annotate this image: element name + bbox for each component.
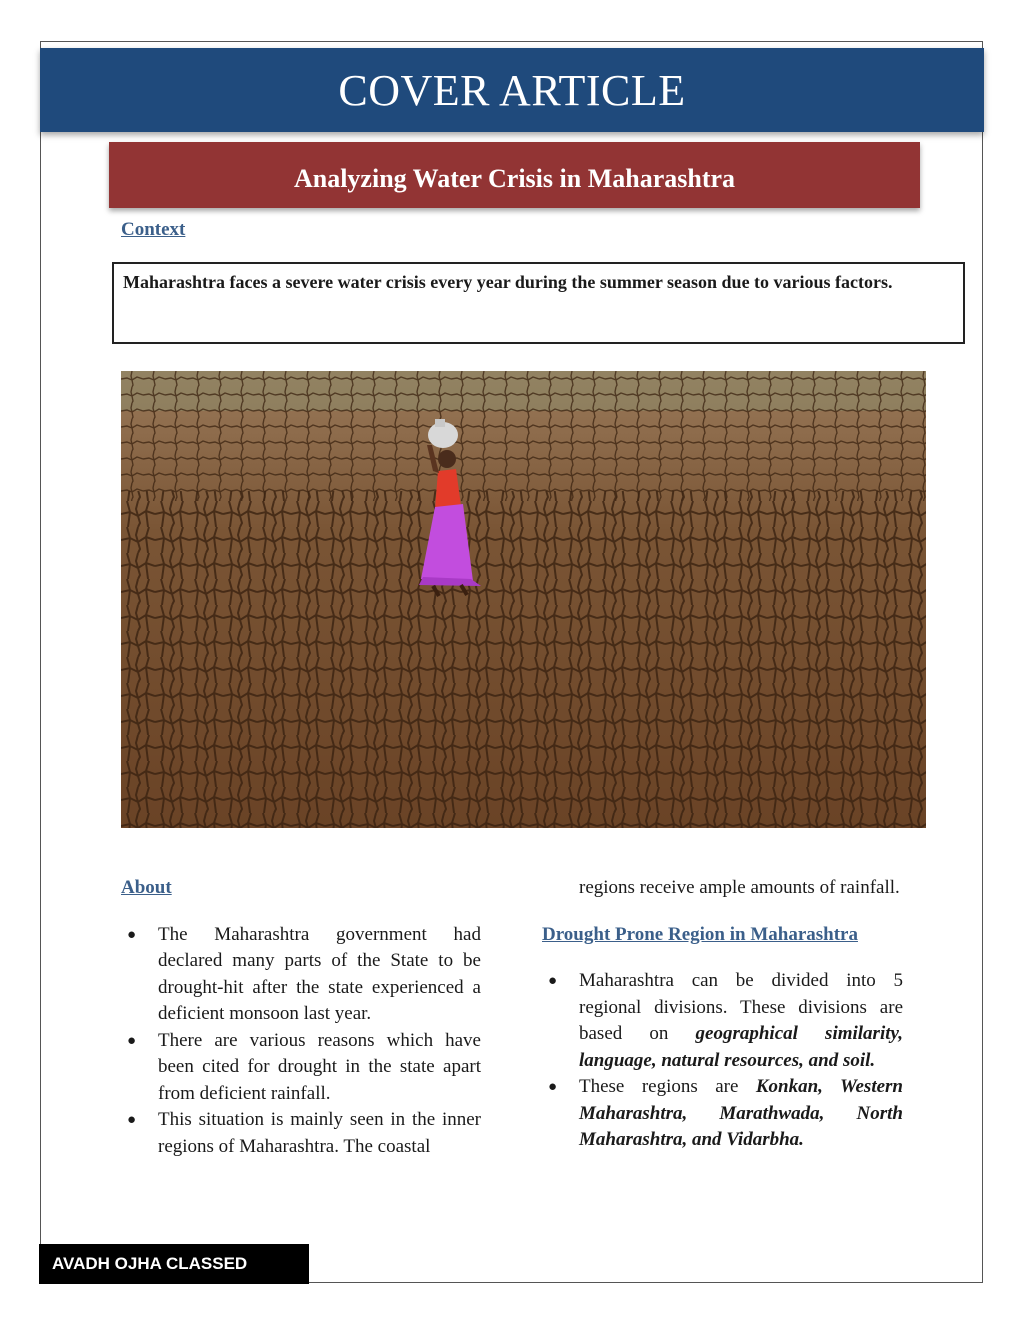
context-text: Maharashtra faces a severe water crisis every year during the summer season due to various factors. xyxy=(123,272,893,292)
about-column xyxy=(121,875,481,1160)
list-item: ● These regions are Konkan, Western Maharashtra, Marathwada, North Maharashtra, and Vidarbha. xyxy=(548,1076,903,1150)
list-item: ● This situation is mainly seen in the inner regions of Maharashtra. The coastal xyxy=(127,1109,481,1157)
drought-list xyxy=(542,968,903,1154)
cover-banner xyxy=(40,48,984,132)
bullet-dot-icon: ● xyxy=(127,1112,137,1128)
bullet-dot-icon: ● xyxy=(548,973,558,989)
about-heading: About xyxy=(121,877,172,898)
context-heading: Context xyxy=(121,219,186,240)
footer-label xyxy=(39,1244,309,1284)
article-title-bar xyxy=(109,142,920,208)
footer-text: AVADH OJHA CLASSED xyxy=(52,1254,248,1273)
list-item: ● Maharashtra can be divided into 5 regional divisions. These divisions are based on geographical similarity, language, natural resources, and soil. xyxy=(548,970,903,1071)
article-title: Analyzing Water Crisis in Maharashtra xyxy=(293,164,736,193)
about-list xyxy=(121,922,481,1161)
drought-heading: Drought Prone Region in Maharashtra xyxy=(542,923,858,945)
context-box xyxy=(112,262,965,344)
drought-photo xyxy=(121,371,926,828)
drought-column xyxy=(542,875,903,1154)
cover-title: COVER ARTICLE xyxy=(338,65,686,115)
list-item: ● The Maharashtra government had declared many parts of the State to be drought-hit after the state experienced a deficient monsoon last year. xyxy=(127,923,481,1024)
list-item: ● There are various reasons which have been cited for drought in the state apart from deficient rainfall. xyxy=(127,1029,481,1104)
bullet-dot-icon: ● xyxy=(127,1032,137,1049)
bullet-dot-icon: ● xyxy=(548,1079,558,1095)
about-continued-text: regions receive ample amounts of rainfall. xyxy=(579,877,900,898)
bullet-dot-icon: ● xyxy=(127,926,137,943)
